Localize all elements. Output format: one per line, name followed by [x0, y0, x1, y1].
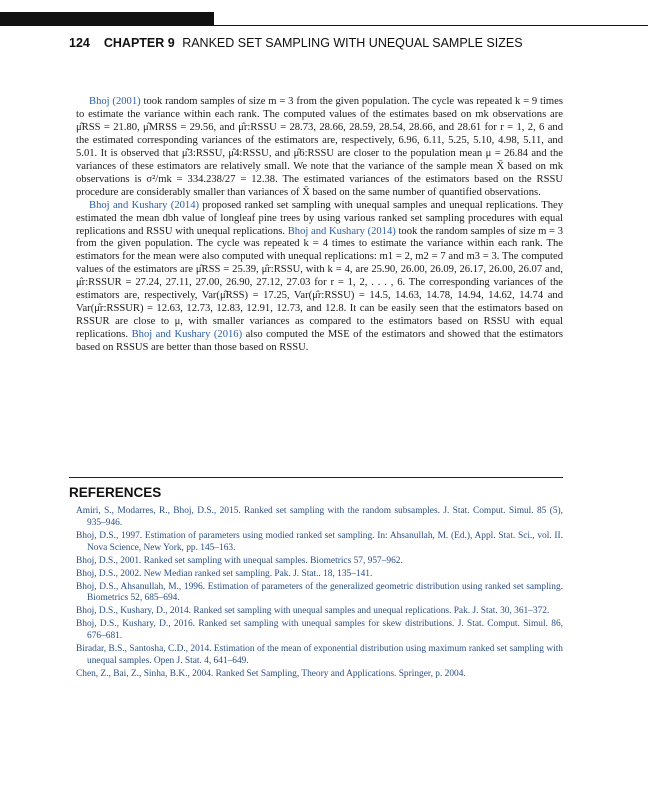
- reference-list: [76, 506, 563, 682]
- header-rule: [0, 25, 648, 26]
- citation-link[interactable]: Bhoj (2001): [89, 96, 141, 107]
- reference-item[interactable]: Amiri, S., Modarres, R., Bhoj, D.S., 2015. Ranked set sampling with the random subsamples. J. Stat. Comput. Simul. 85 (5), 935–946.: [76, 506, 563, 528]
- paragraph-text: took the random samples of size m = 3 from the given population. The cycle was repeated k = 4 times to estimate the variance within each rank. The estimators for the mean were also computed with unequal replications: m1 = 2, m2 = 7 and m3 = 3. The computed values of the estimators are μ̂RSS = 25.39, μ̂r:RSSU, with k = 4, are 25.90, 26.00, 26.09, 26.17, 26.00, 26.07 and, μ̂r:RSSUR = 27.24, 27.11, 27.00, 26.90, 27.12, 27.03 for r = 1, 2, . . . , 6. The corresponding variances of the estimators are, respectively, Var(μ̂RSS) = 17.25, Var(μ̂r:RSSU) = 14.5, 14.63, 14.78, 14.94, 14.62, 14.74 and Var(μ̂r:RSSUR) = 12.63, 12.73, 12.83, 12.91, 12.73, and 12.8. It can be easily seen that the estimators based on RSSUR are close to μ, with smaller variances as compared to the estimators based on RSSU with equal replications.: [76, 225, 563, 341]
- paragraph-text: proposed ranked set sampling with unequal samples and unequal replications. They estimated the mean dbh value of longleaf pine trees by using various ranked set sampling procedures with equal replications and RSSU with unequal replications.: [76, 199, 563, 237]
- reference-item[interactable]: Chen, Z., Bai, Z., Sinha, B.K., 2004. Ranked Set Sampling, Theory and Applications. Springer, p. 2004.: [76, 668, 466, 679]
- reference-item[interactable]: Bhoj, D.S., Kushary, D., 2014. Ranked set sampling with unequal samples and unequal replications. Pak. J. Stat. 30, 361–372.: [76, 606, 550, 617]
- reference-item[interactable]: Bhoj, D.S., 1997. Estimation of parameters using modied ranked set sampling. In: Ahsanullah, M. (Ed.), Appl. Stat. Sci., vol. II. Nova Science, New York, pp. 145–163.: [76, 530, 563, 553]
- reference-item[interactable]: Biradar, B.S., Santosha, C.D., 2014. Estimation of the mean of exponential distribution using maximum ranked set sampling with unequal samples. Open J. Stat. 4, 641–649.: [76, 644, 563, 666]
- chapter-label: CHAPTER 9: [103, 36, 175, 50]
- reference-item[interactable]: Bhoj, D.S., 2002. New Median ranked set sampling. Pak. J. Stat.. 18, 135–141.: [76, 568, 373, 579]
- paragraph-text: also computed the MSE of the estimators and showed that the estimators based on RSSUS are better than those based on RSSU.: [76, 329, 563, 354]
- paragraph-text: took random samples of size m = 3 from the given population. The cycle was repeated k = 9 times to estimate the variance within each rank. The computed values of the estimates based on mk observations are μ̂RSS = 21.80, μ̂MRSS = 29.56, and μ̂r:RSSU = 28.73, 28.66, 28.59, 28.54, 28.66, and 28.61 for r = 1, 2, 6 and the estimated corresponding variances of the estimators are, respectively, 6.96, 6.11, 5.25, 5.10, 4.98, 5.11, and 5.01. It is observed that μ̂3:RSSU, μ̂4:RSSU, and μ̂6:RSSU are closer to the population mean μ = 26.84 and the variances of these estimators are relatively small. We note that the variance of the sample mean X̄ based on mk observations is σ²/mk = 334.238/27 = 12.38. The estimated variances of the estimators based on the RSSU procedure are considerably smaller than variances of X̄ based on the same number of quantified observations.: [76, 96, 564, 198]
- references-rule: [69, 477, 563, 478]
- body-text: [76, 96, 563, 355]
- paragraph-2: [76, 200, 563, 355]
- citation-link[interactable]: Bhoj and Kushary (2014): [89, 199, 200, 211]
- reference-item[interactable]: Bhoj, D.S., Ahsanullah, M., 1996. Estimation of parameters of the generalized geometric distribution using ranked set sampling. Biometrics 52, 685–694.: [76, 581, 563, 604]
- reference-item[interactable]: Bhoj, D.S., Kushary, D., 2016. Ranked set sampling with unequal samples for skew distributions. J. Stat. Comput. Simul. 86, 676–681.: [76, 619, 563, 642]
- header-bar: [0, 12, 214, 26]
- references-heading: REFERENCES: [69, 485, 162, 500]
- reference-item[interactable]: Bhoj, D.S., 2001. Ranked set sampling with unequal samples. Biometrics 57, 957–962.: [76, 555, 403, 566]
- chapter-title: RANKED SET SAMPLING WITH UNEQUAL SAMPLE SIZES: [182, 36, 523, 50]
- page-number: 124: [69, 36, 90, 50]
- running-header: [69, 36, 523, 50]
- citation-link[interactable]: Bhoj and Kushary (2016): [131, 329, 243, 341]
- citation-link[interactable]: Bhoj and Kushary (2014): [287, 225, 396, 237]
- paragraph-1: [76, 96, 563, 200]
